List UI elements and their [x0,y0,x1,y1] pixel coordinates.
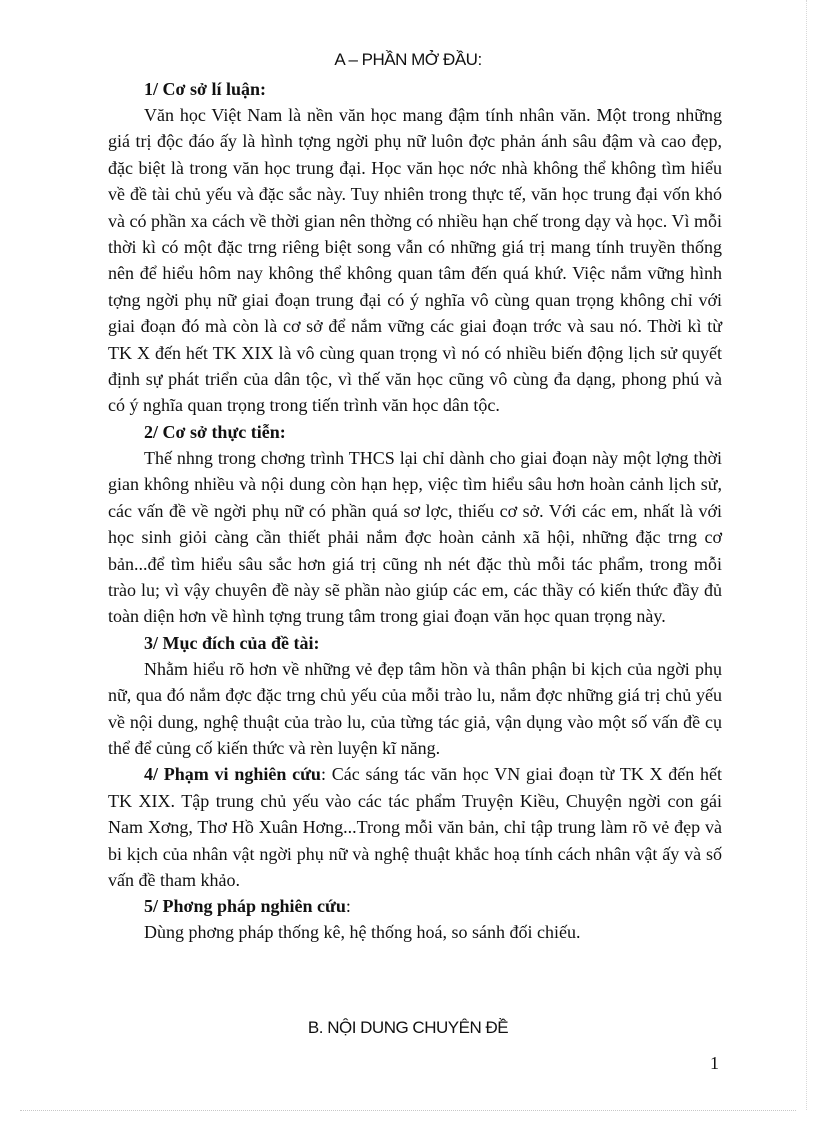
section-5-heading-line [108,893,722,919]
section-1-heading: 1/ Cơ sở lí luận: [144,79,266,99]
part-b-title: B. NỘI DUNG CHUYÊN ĐỀ [307,1018,509,1037]
document-body [108,76,722,946]
page-edge-rule [806,0,807,1110]
section-2-text: Thế nhng trong chơng trình THCS lại chỉ dành cho giai đoạn này một lợng thời gian không nhiều và nội dung còn hạn hẹp, việc tìm hiểu sâu hơn hoàn cảnh lịch sử, các vấn đề về ngời phụ nữ có phần quá sơ lợc, thiếu cơ sở. Với các em, nhất là với học sinh giỏi càng cần thiết phải nắm đợc hoàn cảnh xã hội, những đặc trng cơ bản...để tìm hiểu sâu sắc hơn giá trị cũng nh nét đặc thù mỗi tác phẩm, trong mỗi trào lu; vì vậy chuyên đề này sẽ phần nào giúp các em, các thầy có kiến thức đầy đủ toàn diện hơn về hình tợng trung tâm trong giai đoạn văn học quan trọng này. [108,447,722,627]
section-4-paragraph [108,761,722,893]
page-number: 1 [710,1053,719,1073]
section-5-heading: 5/ Phơng pháp nghiên cứu [144,896,346,917]
section-2-heading: 2/ Cơ sở thực tiễn: [144,421,286,442]
section-3-text: Nhằm hiểu rõ hơn về những vẻ đẹp tâm hồn và thân phận bi kịch của ngời phụ nữ, qua đó nắm đợc đặc trng chủ yếu của mỗi trào lu, nắm đợc những giá trị chủ yếu về nội dung, nghệ thuật của trào lu, của từng tác giả, vận dụng vào một số vấn đề cụ thể để củng cố kiến thức và rèn luyện kĩ năng. [108,658,722,758]
section-5-text: Dùng phơng pháp thống kê, hệ thống hoá, so sánh đối chiếu. [144,922,581,943]
section-4-heading: 4/ Phạm vi nghiên cứu [144,764,321,785]
part-a-title: A – PHẦN MỞ ĐẦU: [334,50,482,69]
section-3-heading: 3/ Mục đích của đề tài: [144,632,320,653]
page-bottom-rule [20,1110,796,1111]
section-4-text: : Các sáng tác văn học VN giai đoạn từ TK X đến hết TK XIX. Tập trung chủ yếu vào các tác phẩm Truyện Kiều, Chuyện ngời con gái Nam Xơng, Thơ Hồ Xuân Hơng...Trong mỗi văn bản, chỉ tập trung làm rõ vẻ đẹp và bi kịch của nhân vật ngời phụ nữ và nghệ thuật khắc hoạ tính cách nhân vật ấy và số vấn đề tham khảo. [108,764,723,890]
section-1-text: Văn học Việt Nam là nền văn học mang đậm tính nhân văn. Một trong những giá trị độc đáo ấy là hình tợng ngời phụ nữ luôn đợc phản ánh sâu đậm và cao đẹp, đặc biệt là trong văn học trung đại. Học văn học nớc nhà không thể không tìm hiểu về đề tài chủ yếu và đặc sắc này. Tuy nhiên trong thực tế, văn học trung đại vốn khó và có phần xa cách về thời gian nên thờng có nhiều hạn chế trong dạy và học. Vì mỗi thời kì có một đặc trng riêng biệt song vẫn có những giá trị mang tính truyền thống nên để hiểu hôm nay không thể không quan tâm đến quá khứ. Việc nắm vững hình tợng ngời phụ nữ giai đoạn trung đại có ý nghĩa vô cùng quan trọng không chỉ với giai đoạn đó mà còn là cơ sở để nắm vững các giai đoạn trớc và sau nó. Thời kì từ TK X đến hết TK XIX là vô cùng quan trọng vì nó có nhiều biến động lịch sử quyết định sự phát triển của dân tộc, vì thế văn học cũng vô cùng đa dạng, phong phú và có ý nghĩa quan trọng trong tiến trình văn học dân tộc. [108,105,722,416]
section-5-heading-colon: : [345,896,351,917]
